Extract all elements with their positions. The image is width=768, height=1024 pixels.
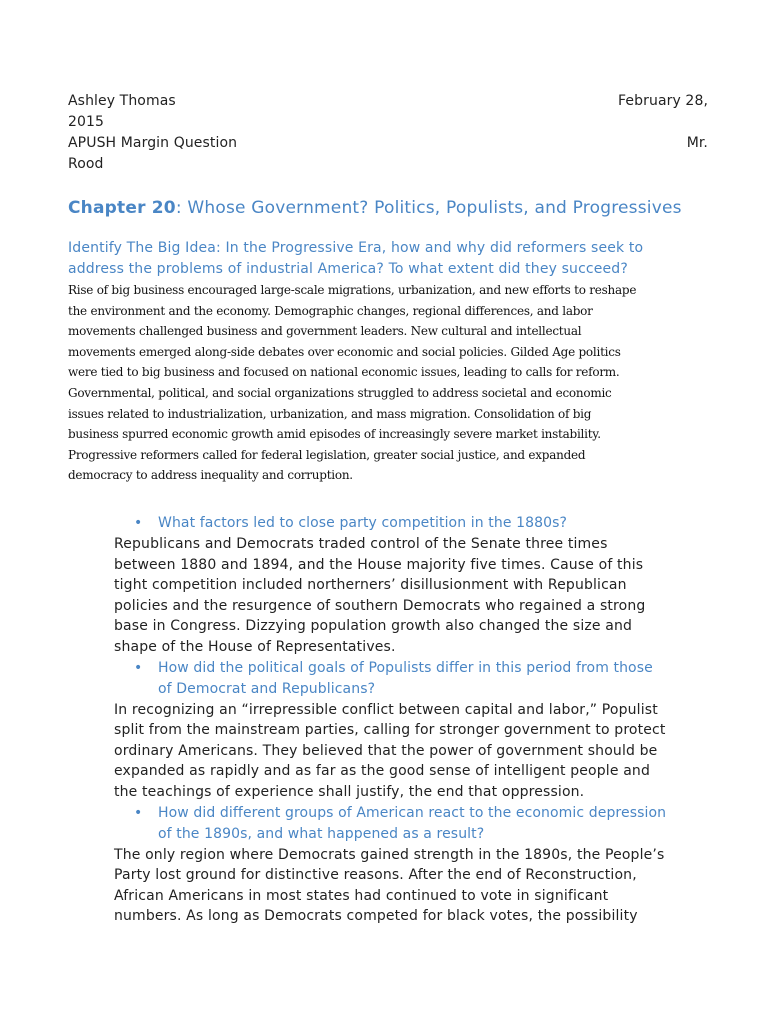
answer-line: shape of the House of Representatives. [114,638,396,655]
author-name: Ashley Thomas [68,93,176,109]
document-page [68,91,708,486]
question-line: What factors led to close party competition in the 1880s? [158,515,568,531]
answer-line: Republicans and Democrats traded control of the Senate three times [114,536,608,552]
big-idea-answer-line: were tied to big business and focused on national economic issues, leading to calls for reform. [68,365,620,380]
question-item [114,803,710,845]
big-idea-answer-line: Rise of big business encouraged large-scale migrations, urbanization, and new efforts to reshape [68,283,637,297]
answer-block [114,845,710,927]
answer-line: numbers. As long as Democrats competed for black votes, the possibility [114,908,638,925]
date-part-1: February 28, [618,93,708,109]
answer-line: expanded as rapidly and as far as the good sense of intelligent people and [114,763,650,780]
answer-line: The only region where Democrats gained strength in the 1890s, the People’s [114,846,665,863]
big-idea-answer-line: Progressive reformers called for federal legislation, greater social justice, and expanded [68,447,586,462]
answer-line: the teachings of experience shall justify, the end that oppression. [114,783,585,800]
big-idea-answer-line: business spurred economic growth amid episodes of increasingly severe market instability. [68,427,601,442]
bullet-icon: • [134,804,143,821]
answer-block [114,700,710,803]
answer-line: policies and the resurgence of southern Democrats who regained a strong [114,597,646,614]
big-idea-question-line: address the problems of industrial America? To what extent did they succeed? [68,261,628,277]
chapter-label: Chapter 20 [68,198,176,218]
header-block [68,91,708,175]
big-idea-answer-line: Governmental, political, and social organizations struggled to address societal and economic [68,385,612,400]
question-item [114,658,710,700]
bullet-icon: • [134,659,143,676]
question-line: of Democrat and Republicans? [158,680,376,697]
header-row-2 [68,133,708,154]
big-idea-question [68,238,708,280]
date-part-2: 2015 [68,114,105,130]
question-item [114,513,710,534]
big-idea-question-line: Identify The Big Idea: In the Progressive Era, how and why did reformers seek to [68,240,644,256]
big-idea-answer-line: the environment and the economy. Demographic changes, regional differences, and labor [68,303,593,318]
chapter-subtitle: : Whose Government? Politics, Populists, and Progressives [175,198,682,218]
bullet-icon: • [134,515,143,531]
big-idea-answer-line: democracy to address inequality and corruption. [68,468,353,483]
teacher-part-2: Rood [68,156,104,172]
answer-line: tight competition included northerners’ disillusionment with Republican [114,577,627,594]
big-idea-answer-line: movements emerged along-side debates over economic and social policies. Gilded Age politics [68,344,621,359]
answer-line: base in Congress. Dizzying population growth also changed the size and [114,618,633,635]
header-row-1 [68,91,708,112]
questions-section [114,513,710,927]
answer-line: between 1880 and 1894, and the House majority five times. Cause of this [114,556,644,573]
answer-line: In recognizing an “irrepressible conflict between capital and labor,” Populist [114,701,658,718]
question-line: How did the political goals of Populists differ in this period from those [158,659,653,676]
question-line: of the 1890s, and what happened as a result? [158,825,485,842]
course-name: APUSH Margin Question [68,135,238,151]
answer-block [114,534,710,658]
question-line: How did different groups of American react to the economic depression [158,804,667,821]
answer-line: split from the mainstream parties, calling for stronger government to protect [114,722,666,739]
big-idea-answer [68,280,708,486]
answer-line: African Americans in most states had continued to vote in significant [114,887,609,904]
big-idea-answer-line: movements challenged business and government leaders. New cultural and intellectual [68,324,582,339]
chapter-title [68,196,708,220]
teacher-part-1: Mr. [686,135,708,151]
big-idea-answer-line: issues related to industrialization, urbanization, and mass migration. Consolidation of big [68,406,592,421]
answer-line: Party lost ground for distinctive reasons. After the end of Reconstruction, [114,867,637,884]
answer-line: ordinary Americans. They believed that the power of government should be [114,742,658,759]
